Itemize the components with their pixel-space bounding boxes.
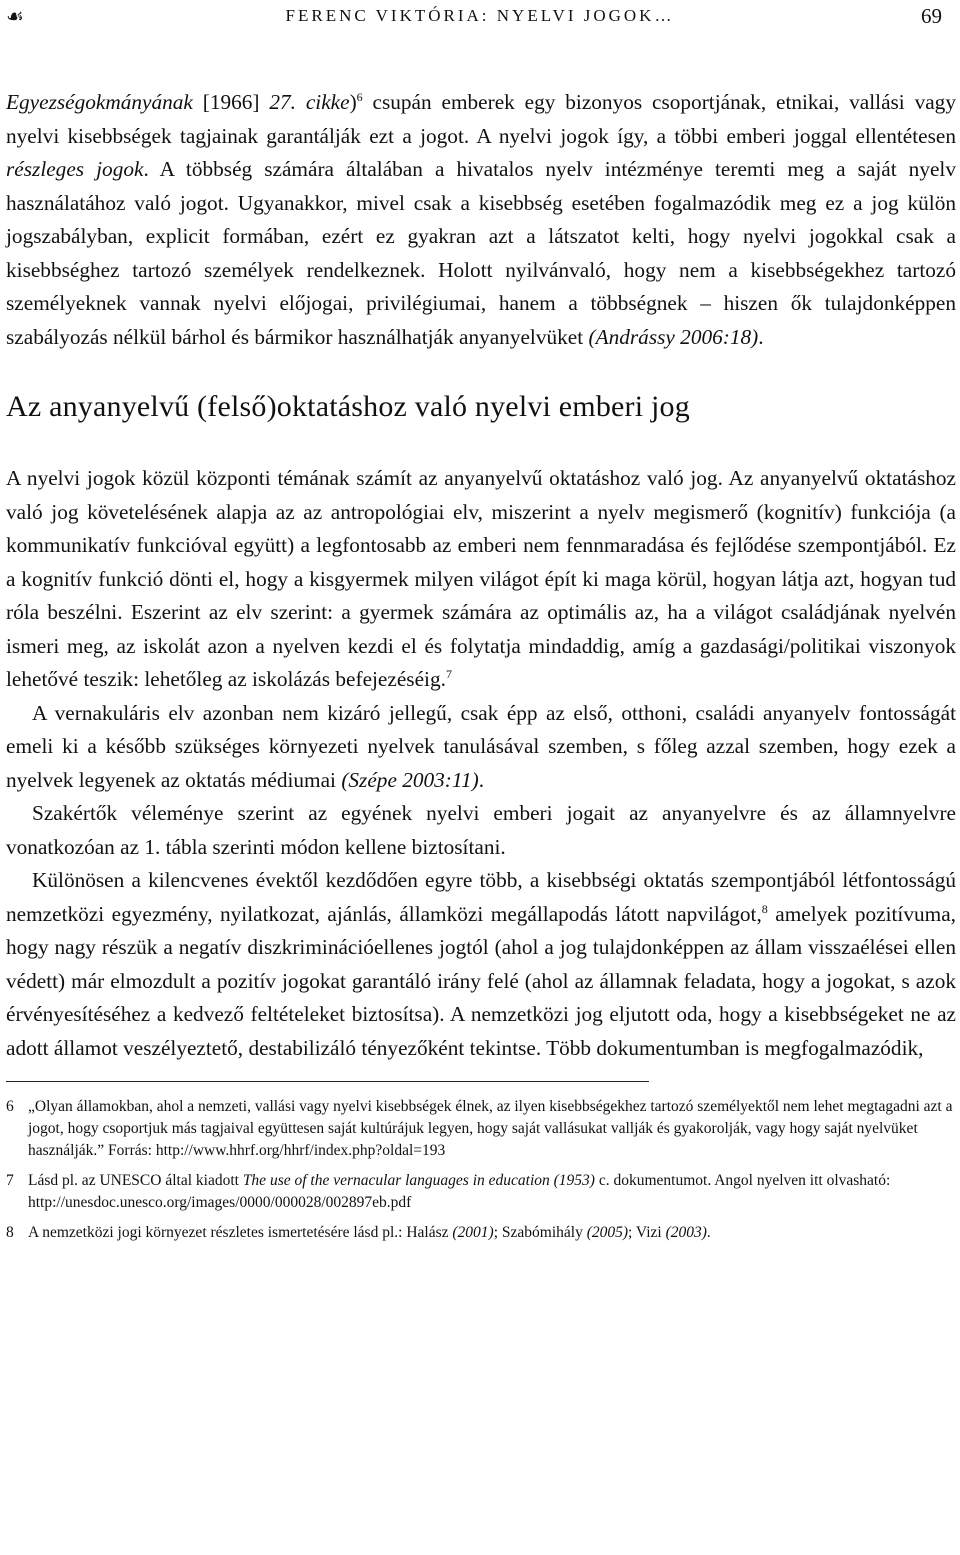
footnote-text: „Olyan államokban, ahol a nemzeti, vallási vagy nyelvi kisebbségek élnek, az ilyen kisebbségekhez tartozó személyektől nem lehet megtagadni azt a jogot, hogy csoportjuk más tagjaival együttesen saját kultúrájuk legyen, hogy saját vallásukat vallják és gyakorolják, vagy hogy saját nyelvüket használják.” Forrás: http://www.hhrf.org/hhrf/index.php?oldal=193 — [28, 1098, 953, 1159]
citation: (Andrássy 2006:18) — [588, 324, 759, 349]
footnote-7 — [6, 1170, 956, 1214]
text-run: A vernakuláris elv azonban nem kizáró jellegű, csak épp az első, otthoni, családi anyanyelv fontosságát emeli ki a később szükséges környezeti nyelvek tanulásával szemben, s főleg azzal szemben, hogy ezek a nyelvek legyenek az oktatás médiumai — [6, 700, 956, 792]
text-run: ; Szabómihály — [493, 1224, 587, 1241]
text-run: Lásd pl. az UNESCO által kiadott — [28, 1172, 243, 1189]
paragraph-4: Szakértők véleménye szerint az egyének nyelvi emberi jogait az anyanyelvre és az államnyelvre vonatkozóan az 1. tábla szerinti módon kellene biztosítani. — [6, 801, 956, 859]
text-run: ) — [349, 90, 357, 114]
text-run: csupán emberek egy bizonyos csoportjának, etnikai, vallási vagy nyelvi kisebbségek tagjainak garantálják ezt a jogot. A nyelvi jogok így, a többi emberi joggal ellentétesen — [6, 90, 956, 148]
text-run: . A többség számára általában a hivatalos nyelv intézménye teremti meg a saját nyelv használatához való jogot. Ugyanakkor, mivel csak a kisebbség esetében fogalmazódik meg ez a jog külön jogszabályban, explicit formában, ezért ez gyakran azt a látszatot kelti, hogy nyelvi jogokkal csak a kisebbséghez tartozó személyek rendelkeznek. Holott nyilvánvaló, hogy nem a kisebbségekhez tartozó személyeknek vannak nyelvi előjogai, privilégiumai, hanem a többségnek – hiszen ők tulajdonképpen szabályozás nélkül bárhol és bármikor használhatják anyanyelvüket — [6, 157, 956, 349]
text-run: c. dokumentumot. Angol nyelven itt olvasható: http://unesdoc.unesco.org/images/0000/000028/002897eb.pdf — [28, 1172, 891, 1211]
footnote-8 — [6, 1222, 956, 1244]
footnote-number: 7 — [6, 1172, 14, 1189]
body-text — [6, 86, 956, 1252]
footnote-divider — [6, 1081, 649, 1082]
citation: (2005) — [586, 1224, 629, 1241]
footnote-ref-8: 8 — [761, 901, 768, 916]
running-header — [0, 0, 960, 40]
running-head-title: FERENC VIKTÓRIA: NYELVI JOGOK… — [285, 6, 675, 25]
text-run: ; Vizi — [628, 1224, 666, 1241]
text-run: A nemzetközi jogi környezet részletes ismertetésére lásd pl.: Halász — [28, 1224, 453, 1241]
italic-text: 27. cikke — [269, 90, 350, 114]
footnote-number: 8 — [6, 1224, 14, 1241]
text-run: Különösen a kilencvenes évektől kezdődően egyre több, a kisebbségi oktatás szempontjából létfontosságú nemzetközi egyezmény, nyilatkozat, ajánlás, államközi megállapodás látott napvilágot, — [6, 868, 956, 926]
footnote-ref-7: 7 — [445, 666, 452, 681]
italic-title: The use of the vernacular languages in education (1953) — [242, 1172, 595, 1189]
citation: (2001) — [452, 1224, 494, 1241]
fleuron-ornament-icon: ☙ — [6, 6, 24, 28]
paragraph-1 — [6, 86, 956, 354]
italic-text: Egyezségokmányának — [6, 90, 193, 114]
text-run: A nyelvi jogok közül központi témának számít az anyanyelvű oktatáshoz való jog. Az anyanyelvű oktatáshoz való jog követelésének alapja az az antropológiai elv, miszerint a nyelv megismerő (kognitív) funkciója (a kommunikatív funkcióval együtt) a legfontosabb az emberi nem fennmaradása és fejlődése szempontjából. Ez a kognitív funkció dönti el, hogy a kisgyermek milyen világot épít ki maga körül, hogyan látja azt, hogyan tud róla beszélni. Eszerint az elv szerint: a gyermek számára az optimális az, ha a világot családjának nyelvén ismeri meg, az iskolát azon a nyelven kezdi el és folytatja mindaddig, amíg a gazdasági/politikai viszonyok lehetővé teszik: lehetőleg az iskolázás befejezéséig. — [6, 466, 956, 691]
text-run: . — [758, 324, 764, 349]
italic-text: részleges jogok — [6, 157, 144, 181]
text-run: amelyek pozitívuma, hogy nagy részük a negatív diszkriminációellenes jogtól (ahol a jog tulajdonképpen az állam visszaélései ellen védett) már elmozdult a pozitív jogokat garantáló irány felé (ahol az államnak feladata, hogy a jogokat, s azok érvényesítéséhez a kedvező feltételeket biztosítsa). A nemzetközi jog eljutott oda, hogy a kisebbségeket ne az adott államot veszélyeztető, destabilizáló tényezőként tekintse. Több dokumentumban is megfogalmazódik, — [6, 901, 956, 1060]
text-run: [1966] — [192, 90, 270, 114]
paragraph-2 — [6, 462, 956, 697]
section-heading: Az anyanyelvű (felső)oktatáshoz való nyelvi emberi jog — [6, 390, 690, 423]
footnote-6 — [6, 1096, 956, 1162]
footnote-number: 6 — [6, 1098, 14, 1115]
citation: (2003) — [665, 1224, 707, 1241]
text-run: . — [478, 767, 485, 792]
footnote-ref-6: 6 — [356, 89, 363, 104]
text-run: . — [706, 1224, 711, 1241]
paragraph-3 — [6, 697, 956, 798]
paragraph-5 — [6, 864, 956, 1065]
citation: (Szépe 2003:11) — [341, 767, 479, 792]
page-number: 69 — [921, 4, 942, 28]
